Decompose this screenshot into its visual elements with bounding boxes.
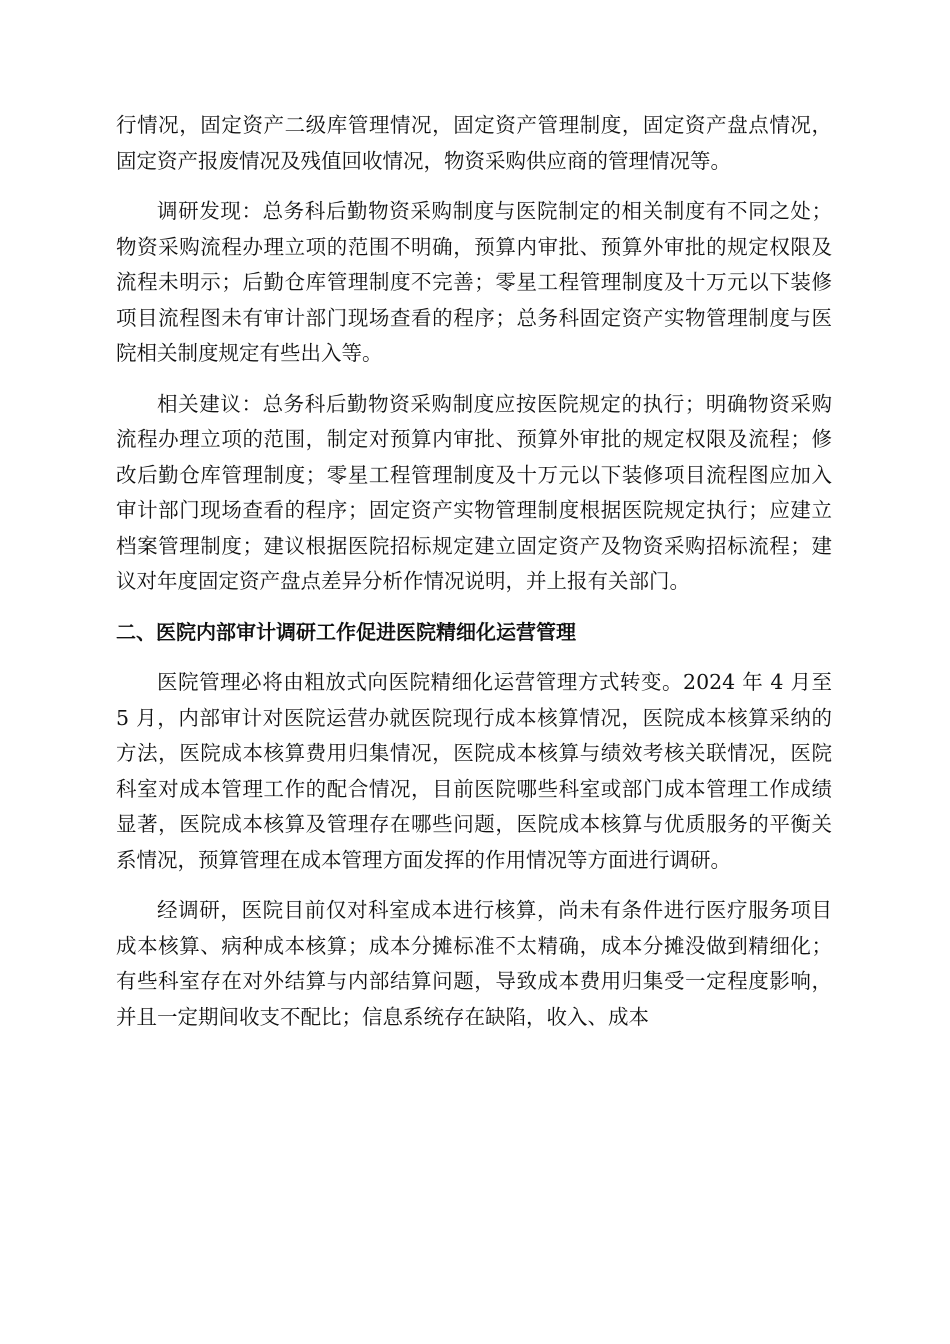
- section-heading: 二、医院内部审计调研工作促进医院精细化运营管理: [116, 619, 576, 644]
- document-page: [116, 108, 832, 1050]
- paragraph-continued: 行情况，固定资产二级库管理情况，固定资产管理制度，固定资产盘点情况，固定资产报废情况及残值回收情况，物资采购供应商的管理情况等。: [116, 113, 832, 173]
- paragraph-cost-research: 医院管理必将由粗放式向医院精细化运营管理方式转变。2024 年 4 月至 5 月，内部审计对医院运营办就医院现行成本核算情况，医院成本核算采纳的方法，医院成本核算费用归集情况，医院成本核算与绩效考核关联情况，医院科室对成本管理工作的配合情况，目前医院哪些科室或部门成本管理工作成绩显著，医院成本核算及管理存在哪些问题，医院成本核算与优质服务的平衡关系情况，预算管理在成本管理方面发挥的作用情况等方面进行调研。: [116, 670, 832, 872]
- paragraph-suggestions: 相关建议：总务科后勤物资采购制度应按医院规定的执行；明确物资采购流程办理立项的范围，制定对预算内审批、预算外审批的规定权限及流程；修改后勤仓库管理制度；零星工程管理制度及十万元以下装修项目流程图应加入审计部门现场查看的程序；固定资产实物管理制度根据医院规定执行；应建立档案管理制度；建议根据医院招标规定建立固定资产及物资采购招标流程；建议对年度固定资产盘点差异分析作情况说明，并上报有关部门。: [116, 391, 832, 593]
- paragraph-findings: 调研发现：总务科后勤物资采购制度与医院制定的相关制度有不同之处；物资采购流程办理立项的范围不明确，预算内审批、预算外审批的规定权限及流程未明示；后勤仓库管理制度不完善；零星工程管理制度及十万元以下装修项目流程图未有审计部门现场查看的程序；总务科固定资产实物管理制度与医院相关制度规定有些出入等。: [116, 199, 832, 365]
- paragraph-research-result: 经调研，医院目前仅对科室成本进行核算，尚未有条件进行医疗服务项目成本核算、病种成本核算；成本分摊标准不太精确，成本分摊没做到精细化；有些科室存在对外结算与内部结算问题，导致成本费用归集受一定程度影响，并且一定期间收支不配比；信息系统存在缺陷，收入、成本: [116, 898, 832, 1029]
